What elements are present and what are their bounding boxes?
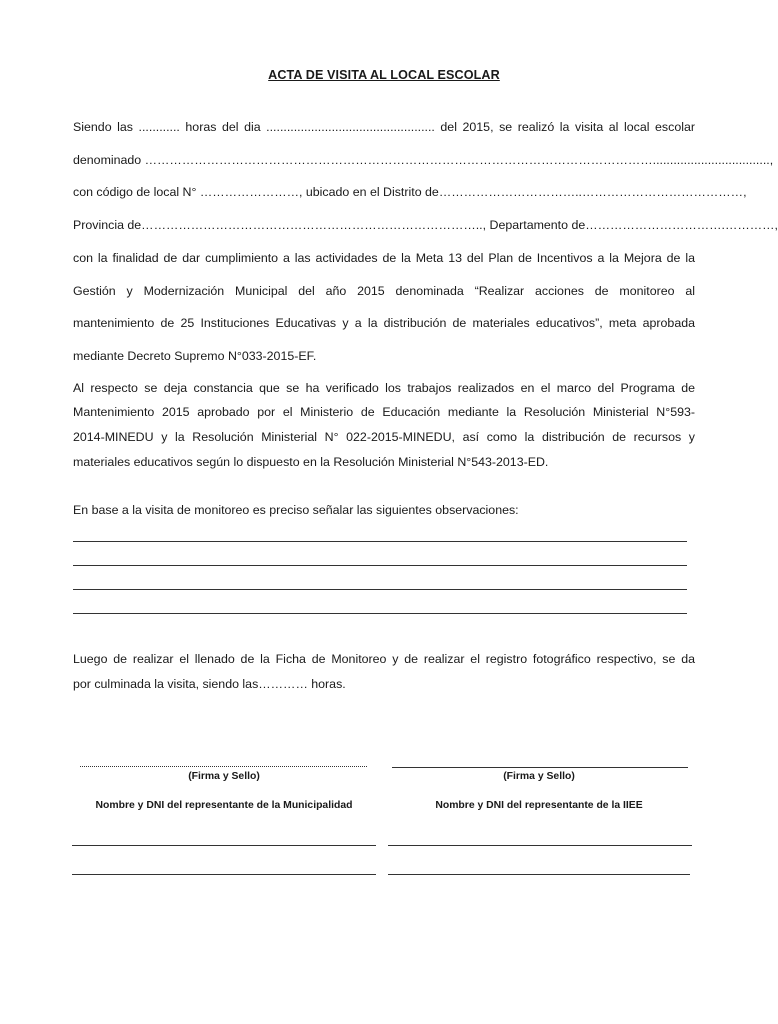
paragraph-line: Al respecto se deja constancia que se ha verificado los trabajos realizados en el marco del Programa de: [73, 381, 695, 395]
paragraph-line: con código de local N° ……………………, ubicado en el Distrito de……………………………..…………………………………,: [73, 185, 747, 199]
firma-label-right: (Firma y Sello): [503, 771, 575, 782]
paragraph-line: denominado ……………………………………………………………………………………………………………..................................,: [73, 153, 774, 167]
firma-label-left: (Firma y Sello): [188, 771, 260, 782]
dni-line-left: [72, 874, 376, 875]
observation-line: [73, 565, 687, 566]
paragraph-line: 2014-MINEDU y la Resolución Ministerial N° 022-2015-MINEDU, así como la distribución de recursos y: [73, 430, 695, 444]
paragraph-line: Gestión y Modernización Municipal del año 2015 denominada “Realizar acciones de monitoreo al: [73, 284, 695, 298]
observation-line: [73, 541, 687, 542]
paragraph-line: Mantenimiento 2015 aprobado por el Ministerio de Educación mediante la Resolución Ministerial N°593-: [73, 405, 695, 419]
paragraph-line: con la finalidad de dar cumplimiento a las actividades de la Meta 13 del Plan de Incentivos a la Mejora de la: [73, 251, 695, 265]
name-dni-label-right: Nombre y DNI del representante de la IIEE: [435, 800, 643, 811]
paragraph-line: Luego de realizar el llenado de la Ficha de Monitoreo y de realizar el registro fotográfico respectivo, se da: [73, 652, 695, 666]
paragraph-line: mantenimiento de 25 Instituciones Educativas y a la distribución de materiales educativos”, meta aprobada: [73, 316, 695, 330]
signature-line-right: [392, 767, 688, 768]
document-title: ACTA DE VISITA AL LOCAL ESCOLAR: [268, 68, 500, 82]
name-line-right: [388, 845, 692, 846]
signature-line-left: [80, 766, 367, 767]
paragraph-line: por culminada la visita, siendo las………… horas.: [73, 677, 346, 691]
observations-heading: En base a la visita de monitoreo es preciso señalar las siguientes observaciones:: [73, 503, 519, 517]
dni-line-right: [388, 874, 690, 875]
observation-line: [73, 589, 687, 590]
name-dni-label-left: Nombre y DNI del representante de la Municipalidad: [95, 800, 353, 811]
observation-line: [73, 613, 687, 614]
paragraph-line: materiales educativos según lo dispuesto en la Resolución Ministerial N°543-2013-ED.: [73, 455, 549, 469]
paragraph-line: Provincia de……………………………………………………………………….., Departamento de…………………………….…………,: [73, 218, 778, 232]
paragraph-line: Siendo las ............ horas del dia ................................................. del 2015, se realizó la visita al local escolar: [73, 120, 695, 134]
paragraph-line: mediante Decreto Supremo N°033-2015-EF.: [73, 349, 317, 363]
name-line-left: [72, 845, 376, 846]
